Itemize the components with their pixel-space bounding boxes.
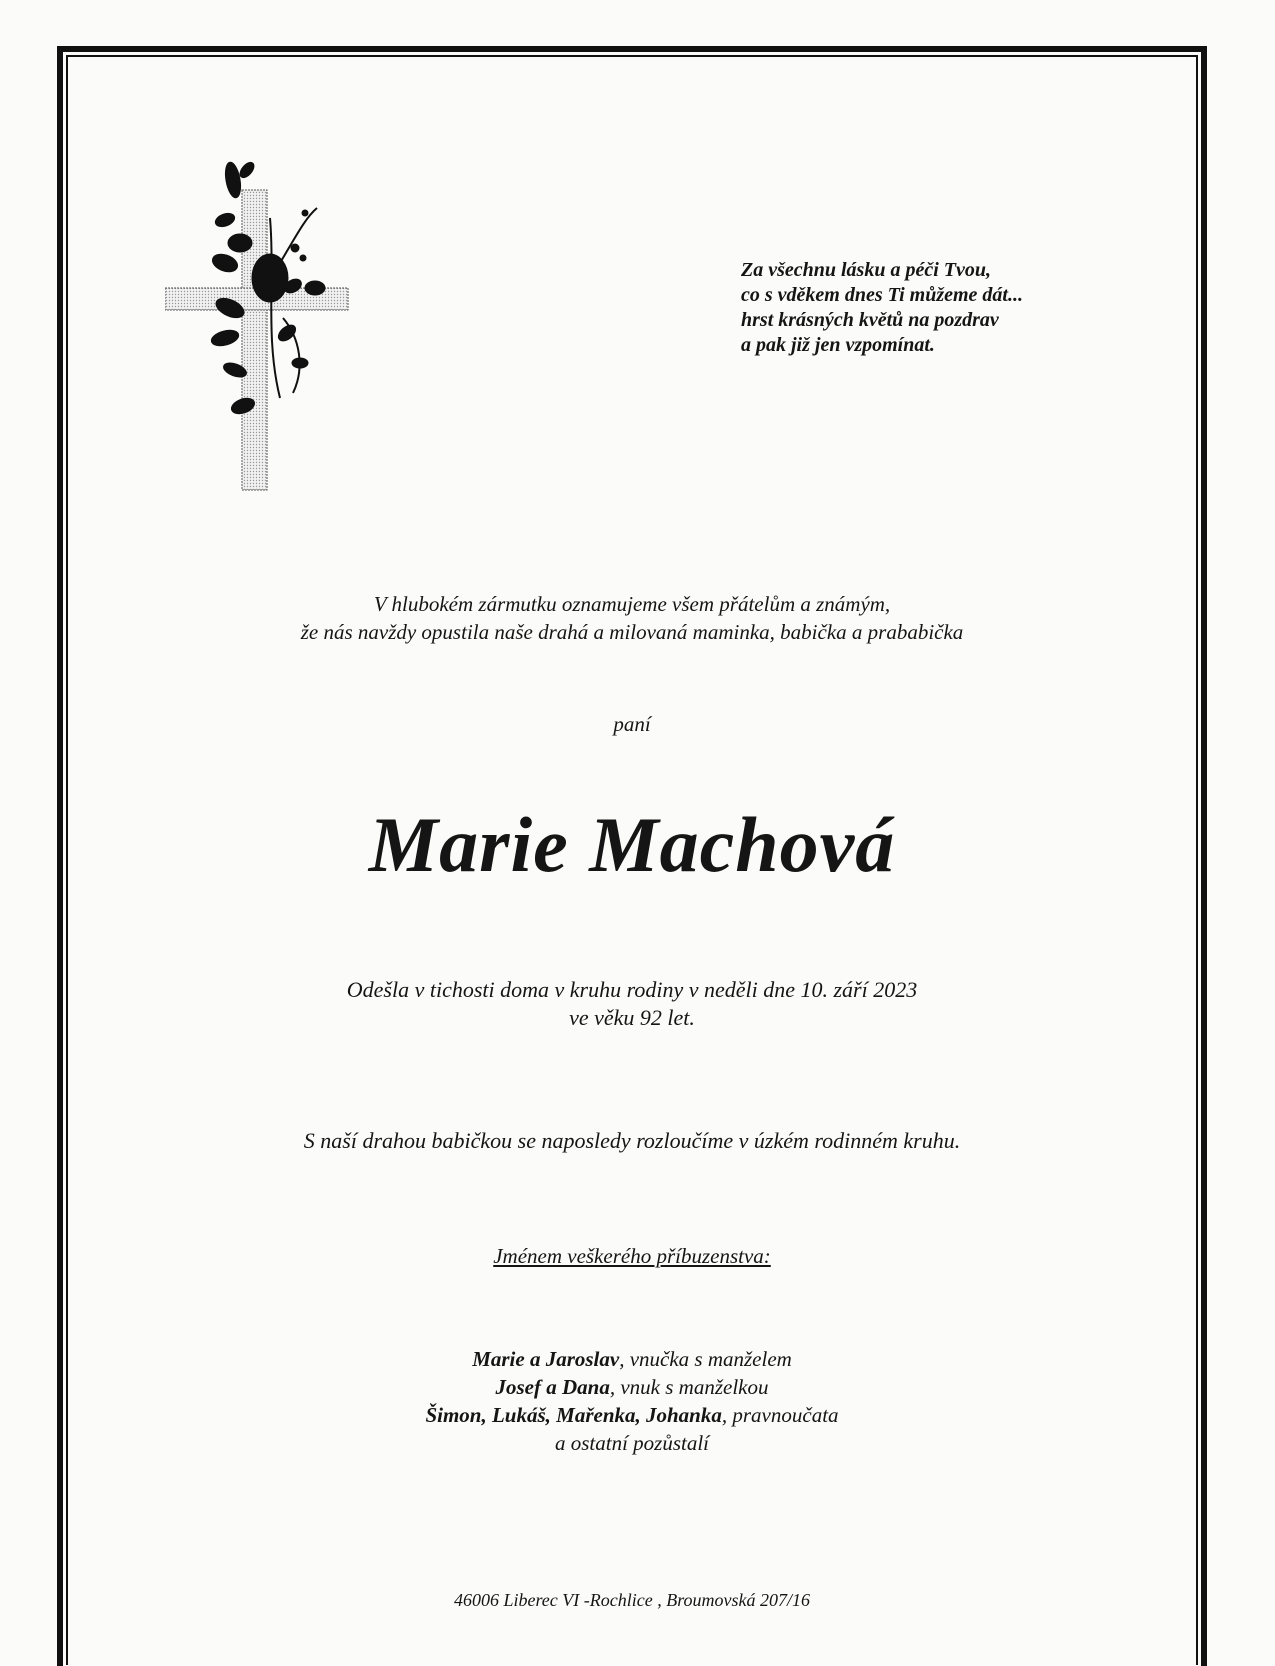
poem-line: a pak již jen vzpomínat. [741,334,935,356]
family-member-line [66,1401,1198,1429]
salutation: paní [613,712,651,736]
poem-line: co s vděkem dnes Ti můžeme dát... [741,284,1023,306]
family-relation: , vnučka s manželem [619,1347,792,1371]
poem-line: hrst krásných květů na pozdrav [741,309,999,331]
family-list [66,1345,1198,1457]
passing-line: ve věku 92 let. [569,1005,695,1030]
family-names: Šimon, Lukáš, Mařenka, Johanka [425,1403,722,1427]
poem-line: Za všechnu lásku a péči Tvou, [741,259,991,281]
passing-line: Odešla v tichosti doma v kruhu rodiny v neděli dne 10. září 2023 [346,977,918,1002]
family-member-line [66,1345,1198,1373]
family-heading: Jménem veškerého příbuzenstva: [493,1244,771,1268]
deceased-name: Marie Machová [368,801,896,888]
address: 46006 Liberec VI -Rochlice , Broumovská 207/16 [453,1590,811,1610]
family-member-line [66,1373,1198,1401]
family-member-line [66,1429,1198,1457]
passing-details [66,976,1198,1032]
family-relation: , pravnoučata [721,1403,839,1427]
cross-with-flowers-icon [165,158,365,508]
family-names: Marie a Jaroslav [472,1347,620,1371]
farewell-note: S naší drahou babičkou se naposledy rozloučíme v úzkém rodinném kruhu. [303,1128,961,1153]
family-relation: , vnuk s manželkou [609,1375,769,1399]
family-names: Josef a Dana [495,1375,610,1399]
family-relation: a ostatní pozůstalí [554,1431,710,1455]
announcement-intro [66,590,1198,646]
intro-line: že nás navždy opustila naše drahá a milovaná maminka, babička a prababička [300,620,964,644]
intro-line: V hlubokém zármutku oznamujeme všem přátelům a známým, [373,592,891,616]
memorial-poem [741,258,1023,358]
